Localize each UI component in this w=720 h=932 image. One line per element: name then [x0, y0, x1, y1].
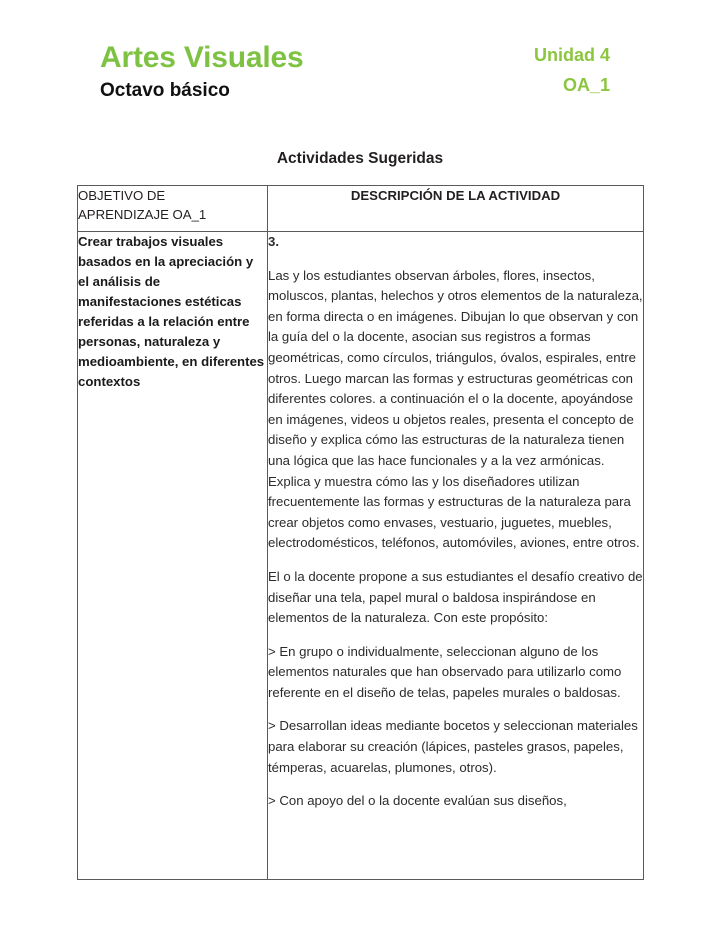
- cell-descripcion-actividad: [268, 232, 644, 880]
- header-objetivo-line1: OBJETIVO DE: [78, 188, 166, 203]
- header-cell-objetivo: [78, 186, 268, 232]
- activity-bullet-1: > En grupo o individualmente, seleccionan alguno de los elementos naturales que han observado para utilizarlo como referente en el diseño de telas, papeles murales o baldosas.: [268, 643, 622, 700]
- activity-number: 3.: [268, 234, 279, 249]
- section-heading: Actividades Sugeridas: [276, 150, 444, 167]
- activity-bullet-3: > Con apoyo del o la docente evalúan sus diseños,: [268, 793, 567, 809]
- subject-title: Artes Visuales: [100, 41, 304, 74]
- activity-paragraph-1: Las y los estudiantes observan árboles, flores, insectos, moluscos, plantas, helechos y otros elementos de la naturaleza, en forma directa o en imágenes. Dibujan lo que observan y con la guía del o la docente, asocian sus registros a formas geométricas, como círculos, triángulos, óvalos, espirales, entre otros. Luego marcan las formas y estructuras geométricas con diferentes colores. a continuación el o la docente, apoyándose en imágenes, videos u objetos reales, presenta el concepto de diseño y explica cómo las estructuras de la naturaleza tienen una lógica que las hace funcionales y a la vez armónicas. Explica y muestra cómo las y los diseñadores utilizan frecuentemente las formas y estructuras de la naturaleza para crear objetos como envases, vestuario, juguetes, muebles, electrodomésticos, teléfonos, automóviles, aviones, entre otros.: [268, 267, 643, 551]
- activities-table: [77, 185, 644, 880]
- oa-code-label: OA_1: [562, 74, 610, 95]
- activity-paragraph-2: El o la docente propone a sus estudiantes el desafío creativo de diseñar una tela, papel mural o baldosa inspirándose en elementos de la naturaleza. Con este propósito:: [268, 568, 643, 626]
- grade-level-subtitle: Octavo básico: [100, 80, 230, 102]
- unit-label: Unidad 4: [533, 45, 610, 65]
- document-header: [100, 42, 610, 103]
- table-row: [78, 232, 644, 880]
- cell-objetivo-aprendizaje: Crear trabajos visuales basados en la apreciación y el análisis de manifestaciones estéticas referidas a la relación entre personas, naturaleza y medioambiente, en diferentes contextos: [78, 232, 268, 880]
- header-right-group: [534, 42, 610, 96]
- header-objetivo-line2: APRENDIZAJE OA_1: [78, 207, 207, 223]
- header-left-group: [100, 42, 303, 103]
- table-header-row: [78, 186, 644, 232]
- header-cell-descripcion: DESCRIPCIÓN DE LA ACTIVIDAD: [268, 186, 644, 232]
- activity-bullet-2: > Desarrollan ideas mediante bocetos y seleccionan materiales para elaborar su creación (lápices, pasteles grasos, papeles, témperas, acuarelas, plumones, otros).: [268, 718, 638, 775]
